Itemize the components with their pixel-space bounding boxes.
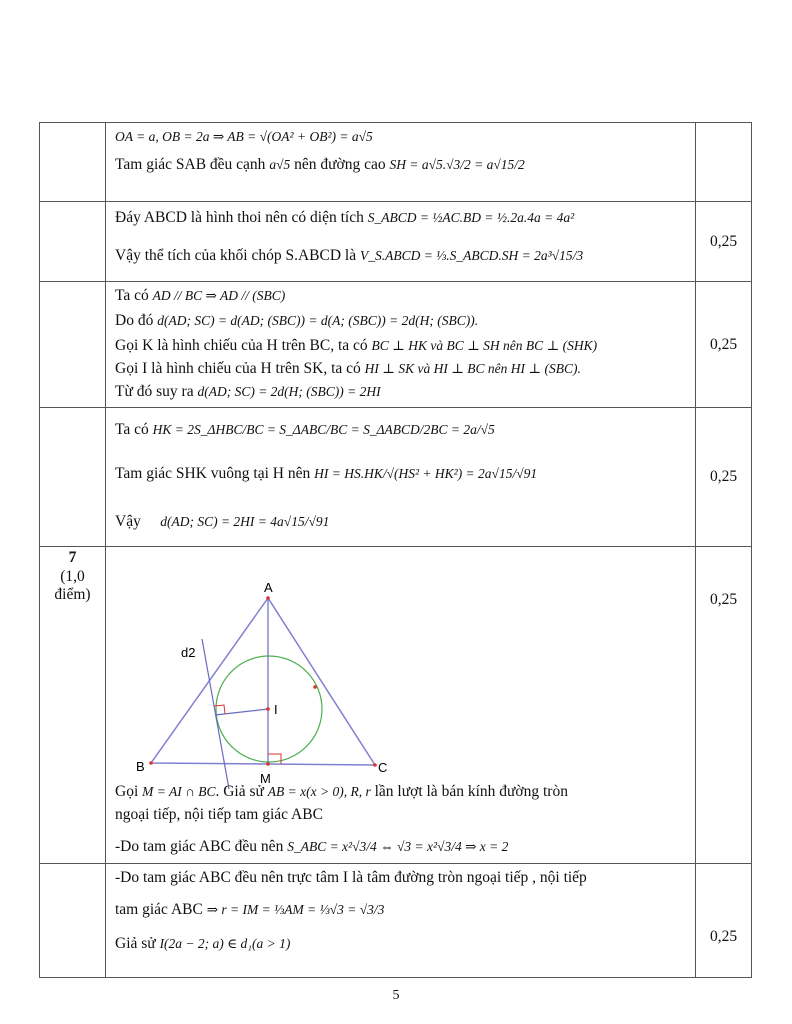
text-line: Gọi M = AI ∩ BC. Giả sử AB = x(x > 0), R, r lần lượt là bán kính đường tròn [115, 783, 568, 800]
table-row [40, 408, 752, 547]
text-line: Tam giác SAB đều cạnh a√5 nên đường cao SH = a√5.√3/2 = a√15/2 [115, 156, 525, 173]
text-line: Gọi I là hình chiếu của H trên SK, ta có HI ⊥ SK và HI ⊥ BC nên HI ⊥ (SBC). [115, 360, 581, 377]
question-cell [40, 408, 106, 547]
label-d2: d2 [181, 645, 196, 660]
table-row [40, 547, 752, 864]
tangent-point [313, 685, 317, 689]
content-cell [106, 547, 696, 864]
label-b: B [136, 759, 145, 774]
content-cell [106, 408, 696, 547]
content-cell [106, 864, 696, 978]
triangle-abc [151, 598, 375, 765]
triangle-figure [118, 567, 408, 786]
text-line: Do đó d(AD; SC) = d(AD; (SBC)) = d(A; (SBC)) = 2d(H; (SBC)). [115, 312, 479, 329]
points-value: 0,25 [696, 864, 752, 978]
solution-table [39, 122, 752, 978]
text-line: Gọi K là hình chiếu của H trên BC, ta có BC ⊥ HK và BC ⊥ SH nên BC ⊥ (SHK) [115, 337, 598, 354]
text-line: Tam giác SHK vuông tại H nên HI = HS.HK/√(HS² + HK²) = 2a√15/√91 [115, 465, 538, 482]
table-row [40, 123, 752, 202]
question-cell [40, 202, 106, 282]
points-value: 0,25 [696, 282, 752, 408]
point-a [266, 596, 270, 600]
question-cell [40, 864, 106, 978]
points-cell [696, 123, 752, 202]
points-value: 0,25 [696, 202, 752, 282]
point-m [266, 762, 270, 766]
page-number: 5 [392, 988, 400, 1003]
text-line: ngoại tiếp, nội tiếp tam giác ABC [115, 806, 323, 823]
formula-ab: OA = a, OB = 2a ⇒ AB = √(OA² + OB²) = a√5 [115, 129, 373, 144]
label-a: A [264, 580, 273, 595]
table-row [40, 202, 752, 282]
perpendicular-segment [215, 709, 268, 715]
question-number: 7 [68, 549, 77, 566]
label-c: C [378, 760, 388, 775]
question-cell [40, 282, 106, 408]
point-c [373, 763, 377, 767]
content-cell [106, 282, 696, 408]
text-line: Từ đó suy ra d(AD; SC) = 2d(H; (SBC)) = 2HI [115, 383, 381, 400]
point-i [266, 707, 270, 711]
text-line: -Do tam giác ABC đều nên trực tâm I là tâm đường tròn ngoại tiếp , nội tiếp [115, 869, 587, 886]
point-b [149, 761, 153, 765]
content-cell [106, 123, 696, 202]
label-i: I [274, 702, 278, 717]
points-value: 0,25 [696, 547, 752, 864]
text-line: Ta có HK = 2S_ΔHBC/BC = S_ΔABC/BC = S_ΔABCD/2BC = 2a/√5 [115, 421, 495, 438]
text-line: Vậy thể tích của khối chóp S.ABCD là V_S.ABCD = ⅓.S_ABCD.SH = 2a³√15/3 [115, 247, 584, 264]
question-score: (1,0 [60, 567, 85, 585]
question-cell [40, 123, 106, 202]
text-line: Vậy d(AD; SC) = 2HI = 4a√15/√91 [115, 513, 330, 530]
question-number-cell [40, 547, 106, 864]
table-row [40, 282, 752, 408]
text-line: Giả sử I(2a − 2; a) ∈ d₁(a > 1) [115, 935, 291, 952]
text-line: -Do tam giác ABC đều nên S_ABC = x²√3/4 ⇔ √3 = x²√3/4 ⇒ x = 2 [115, 838, 509, 855]
points-value: 0,25 [696, 408, 752, 547]
text-line: Đáy ABCD là hình thoi nên có diện tích S_ABCD = ½AC.BD = ½.2a.4a = 4a² [115, 209, 575, 226]
question-unit: điểm) [54, 586, 91, 604]
content-cell [106, 202, 696, 282]
text-line: Ta có AD // BC ⇒ AD // (SBC) [115, 287, 286, 304]
table-row [40, 864, 752, 978]
text-line: tam giác ABC ⇒ r = IM = ⅓AM = ⅓√3 = √3/3 [115, 901, 385, 918]
label-m: M [260, 771, 271, 786]
